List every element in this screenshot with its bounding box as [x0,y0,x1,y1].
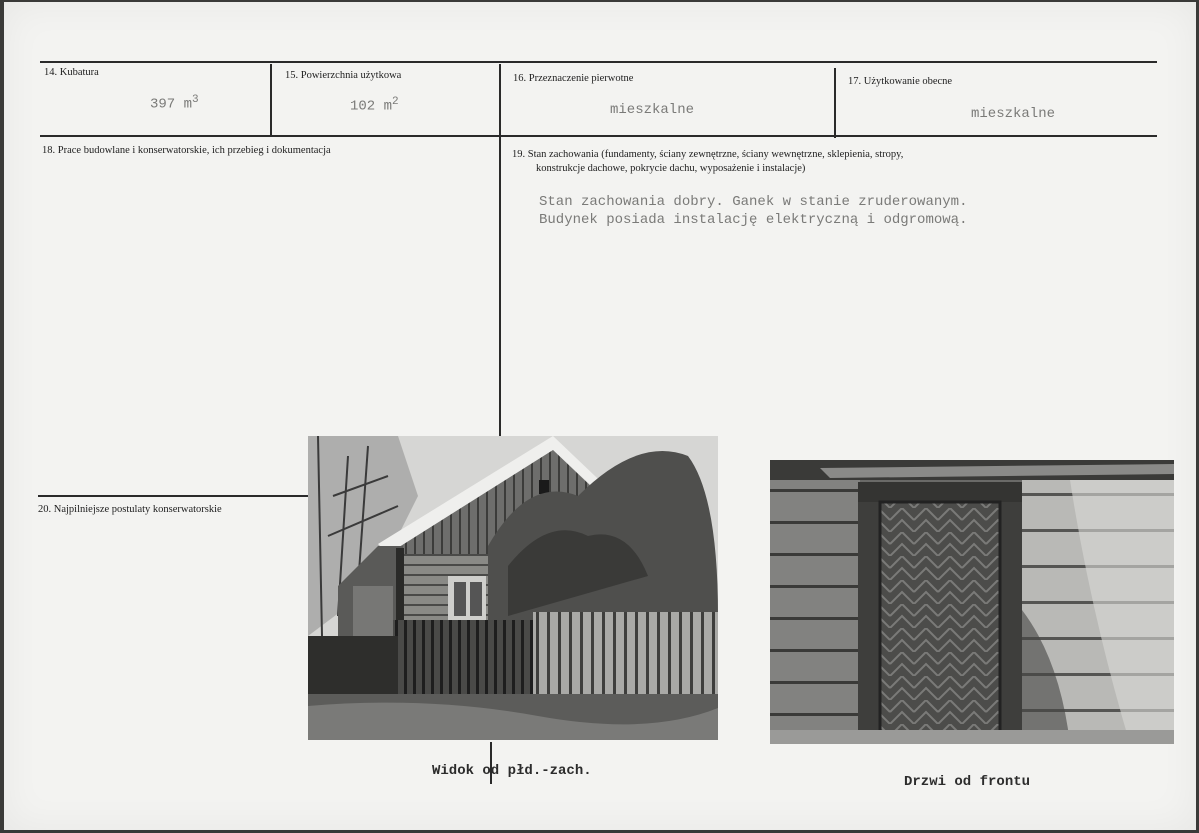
field-16-value: mieszkalne [610,102,695,118]
field-20-label: 20. Najpilniejsze postulaty konserwatorskie [38,504,222,515]
field-18-label: 18. Prace budowlane i konserwatorskie, ich przebieg i dokumentacja [42,145,331,156]
field-14-label: 14. Kubatura [44,67,99,78]
door-photo [770,460,1174,744]
column-divider-16-17 [834,68,836,138]
field-15-unit-exponent: 2 [392,96,399,108]
field-16-label: 16. Przeznaczenie pierwotne [513,73,634,84]
field-17-label: 17. Użytkowanie obecne [848,76,953,87]
field-14-value: 397 $m^3$ [150,94,199,113]
field-14-unit-exponent: 3 [192,94,199,106]
top-rule [40,61,1157,63]
field-19-text-line2: Budynek posiada instalację elektryczną i odgromową. [539,212,968,228]
row-divider [40,135,1157,137]
field-17-value: mieszkalne [971,106,1056,122]
house-photo [308,436,718,740]
house-photo-caption: Widok od płd.-zach. [432,763,592,779]
column-divider-15-16 [499,64,501,438]
field-15-label: 15. Powierzchnia użytkowa [285,70,402,81]
inventory-card [4,2,1196,830]
column-divider-14-15 [270,64,272,136]
door-photo-caption: Drzwi od frontu [904,774,1031,790]
field-19-label-line1: 19. Stan zachowania (fundamenty, ściany zewnętrzne, ściany wewnętrzne, sklepienia, stropy, [512,149,904,160]
field-19-text-line1: Stan zachowania dobry. Ganek w stanie zruderowanym. [539,194,968,210]
section-20-rule [38,495,308,497]
field-15-value: 102 $m^2$ [350,96,399,115]
field-19-label-line2: konstrukcje dachowe, pokrycie dachu, wyposażenie i instalacje) [536,163,806,174]
